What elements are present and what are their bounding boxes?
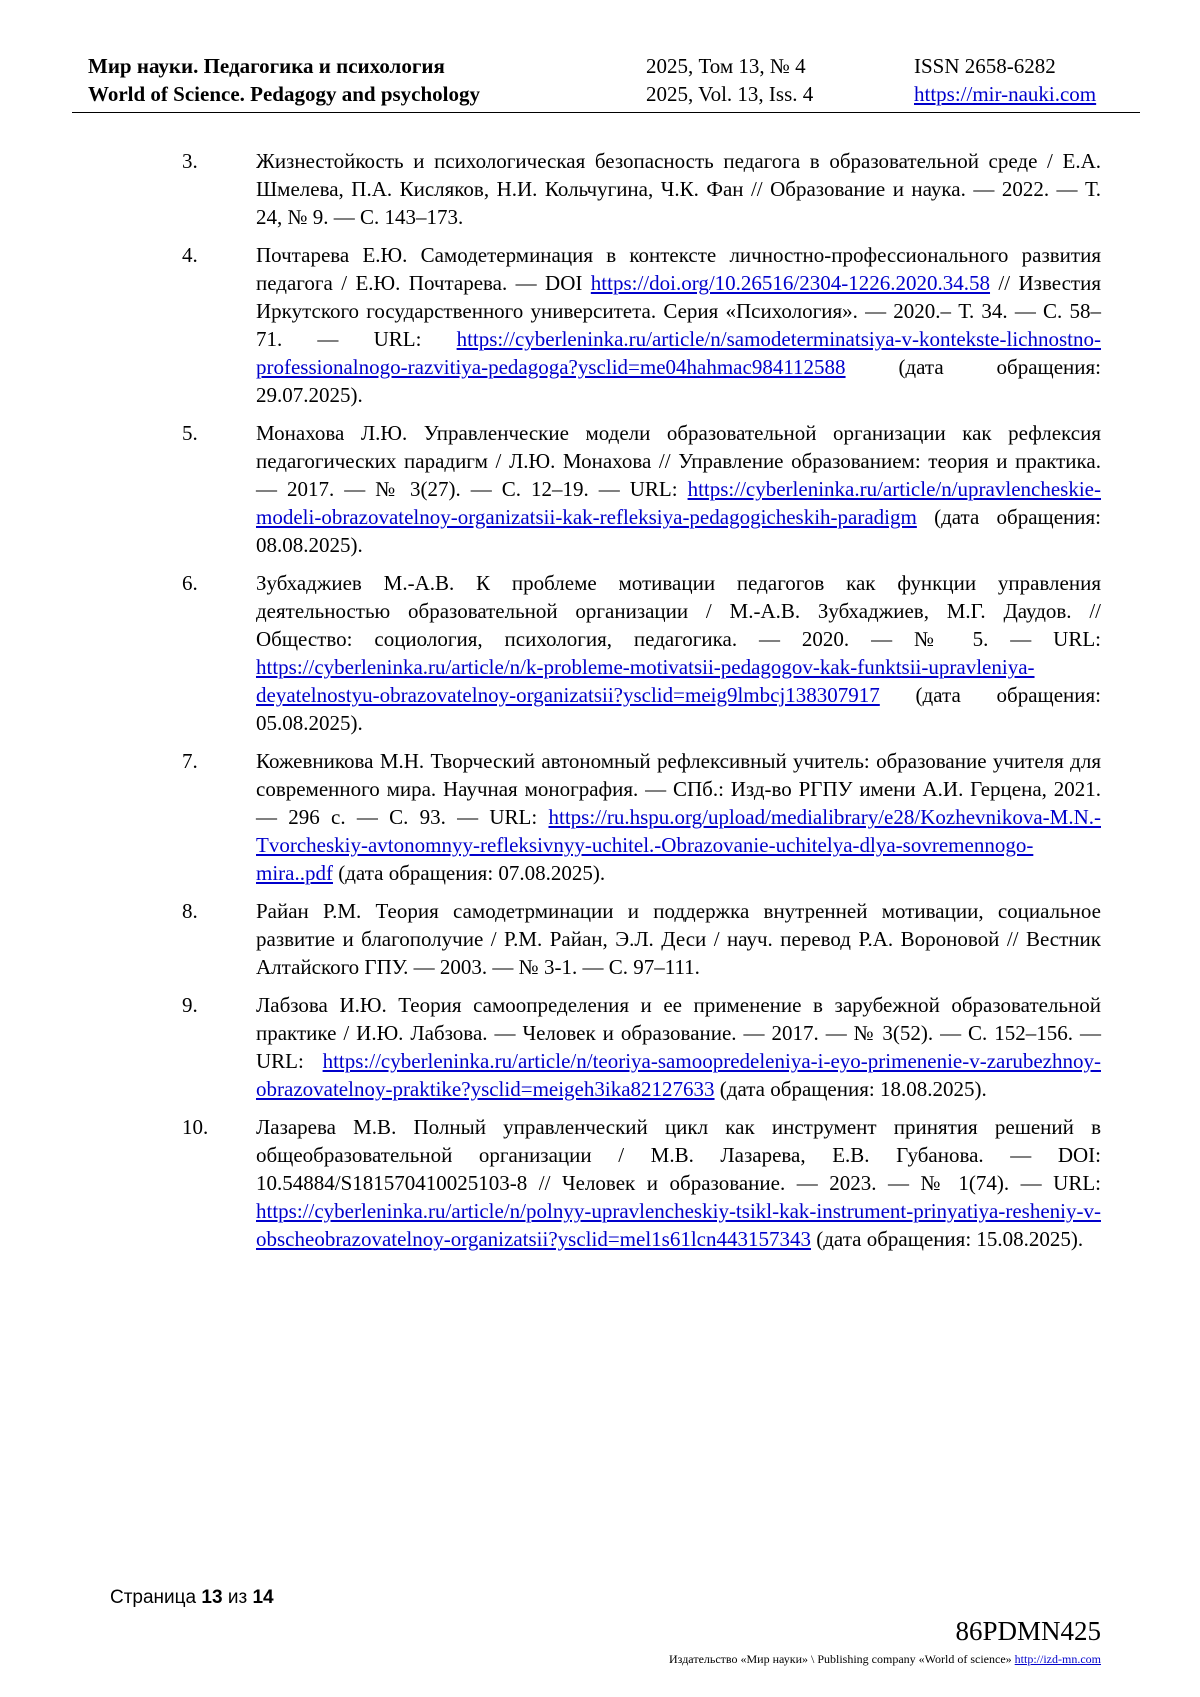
reference-link[interactable]: https://doi.org/10.26516/2304-1226.2020.34.58	[590, 271, 991, 295]
reference-text-part: (дата обращения: 07.08.2025).	[332, 861, 606, 885]
reference-text-part: Почтарева Е.Ю. Самодетерминация в контексте личностно-профессионального развития педагога / Е.Ю. Почтарева. — DOI	[256, 243, 1101, 295]
reference-text-part: Лазарева М.В. Полный управленческий цикл как инструмент принятия решений в общеобразовательной организации / М.В. Лазарева, Е.В. Губанова. — DOI: 10.54884/S181570410025103-8 // Человек и образование. — 2023. — № 1(74). — URL:	[256, 1115, 1101, 1195]
reference-text	[256, 419, 1101, 559]
page-of: из	[227, 1587, 248, 1608]
reference-number: 8.	[182, 899, 198, 923]
reference-text-part: (дата обращения: 18.08.2025).	[714, 1077, 987, 1101]
journal-identifiers	[914, 52, 1096, 108]
reference-item	[0, 419, 1200, 559]
page-total: 14	[252, 1587, 274, 1608]
reference-list	[0, 147, 1200, 1263]
reference-text-part: Монахова Л.Ю. Управленческие модели образовательной организации как рефлексия педагогических парадигм / Л.Ю. Монахова // Управление образованием: теория и практика. — 2017. — № 3(27). — С. 12–19. — URL:	[256, 421, 1101, 501]
journal-title-en: World of Science. Pedagogy and psychology	[88, 82, 481, 106]
reference-text-part: Кожевникова М.Н. Творческий автономный рефлексивный учитель: образование учителя для современного мира. Научная монография. — СПб.: Изд-во РГПУ имени А.И. Герцена, 2021. — 296 с. — С. 93. — URL:	[256, 749, 1101, 829]
reference-text	[256, 991, 1101, 1103]
publisher-link[interactable]: http://izd-mn.com	[1014, 1652, 1101, 1666]
reference-text-part: Жизнестойкость и психологическая безопасность педагога в образовательной среде / Е.А. Шмелева, П.А. Кисляков, Н.И. Кольчугина, Ч.К. Фан // Образование и наука. — 2022. — Т. 24, № 9. — С. 143–173.	[256, 149, 1101, 229]
reference-link[interactable]: https://cyberleninka.ru/article/n/k-probleme-motivatsii-pedagogov-kak-funktsii-upravleniya-deyatelnostyu-obrazovatelnoy-organizatsii?ysclid=meig9lmbcj138307917	[256, 655, 1035, 707]
issn: ISSN 2658-6282	[914, 54, 1056, 78]
reference-text	[256, 241, 1101, 409]
reference-number: 4.	[182, 243, 198, 267]
reference-number: 3.	[182, 149, 198, 173]
reference-text	[256, 1113, 1101, 1253]
reference-link[interactable]: https://cyberleninka.ru/article/n/upravlencheskie-modeli-obrazovatelnoy-organizatsii-kak-refleksiya-pedagogicheskih-paradigm	[256, 477, 1101, 529]
reference-item	[0, 991, 1200, 1103]
journal-site-link[interactable]: https://mir-nauki.com	[914, 82, 1097, 106]
reference-item	[0, 241, 1200, 409]
reference-link[interactable]: https://ru.hspu.org/upload/medialibrary/e28/Kozhevnikova-M.N.-Tvorcheskiy-avtonomnyy-refleksivnyy-uchitel.-Obrazovanie-uchitelya-dlya-sovremennogo-mira..pdf	[256, 805, 1101, 885]
reference-text-part: Лабзова И.Ю. Теория самоопределения и ее применение в зарубежной образовательной практике / И.Ю. Лабзова. — Человек и образование. — 2017. — № 3(52). — С. 152–156. — URL:	[256, 993, 1101, 1073]
publisher-text: Издательство «Мир науки» \ Publishing company «World of science»	[669, 1652, 1012, 1666]
journal-title-ru: Мир науки. Педагогика и психология	[88, 54, 445, 78]
reference-text-part: Зубхаджиев М.-А.В. К проблеме мотивации педагогов как функции управления деятельностью образовательной организации / М.-А.В. Зубхаджиев, М.Г. Даудов. // Общество: социология, психология, педагогика. — 2020. — № 5. — URL:	[256, 571, 1101, 651]
reference-text-part: (дата обращения: 05.08.2025).	[256, 683, 1101, 735]
reference-link[interactable]: https://cyberleninka.ru/article/n/polnyy-upravlencheskiy-tsikl-kak-instrument-prinyatiya-resheniy-v-obscheobrazovatelnoy-organizatsii?ysclid=mel1s61lcn443157343	[256, 1199, 1101, 1251]
page-current: 13	[201, 1587, 223, 1608]
reference-text-part: (дата обращения: 08.08.2025).	[256, 505, 1101, 557]
reference-text-part: Райан Р.М. Теория самодетрминации и поддержка внутренней мотивации, социальное развитие и благополучие / Р.М. Райан, Э.Л. Деси / науч. перевод Р.А. Вороновой // Вестник Алтайского ГПУ. — 2003. — № 3-1. — С. 97–111.	[256, 899, 1101, 979]
reference-link[interactable]: https://cyberleninka.ru/article/n/teoriya-samoopredeleniya-i-eyo-primenenie-v-zarubezhnoy-obrazovatelnoy-praktike?ysclid=meigeh3ika82127633	[256, 1049, 1101, 1101]
reference-text-part: // Известия Иркутского государственного университета. Серия «Психология». — 2020.– Т. 34. — С. 58–71. — URL:	[256, 271, 1101, 351]
page-label: Страница	[110, 1587, 197, 1608]
reference-item	[0, 897, 1200, 981]
reference-text	[256, 897, 1101, 981]
reference-item	[0, 747, 1200, 887]
reference-text	[256, 747, 1101, 887]
reference-text-part: (дата обращения: 29.07.2025).	[256, 355, 1101, 407]
reference-number: 10.	[182, 1115, 209, 1139]
page-number	[110, 1587, 274, 1609]
reference-link[interactable]: https://cyberleninka.ru/article/n/samodeterminatsiya-v-kontekste-lichnostno-professionalnogo-razvitiya-pedagoga?ysclid=me04hahmac984112588	[256, 327, 1101, 379]
reference-number: 6.	[182, 571, 198, 595]
reference-text	[256, 147, 1101, 231]
reference-item	[0, 569, 1200, 737]
reference-text	[256, 569, 1101, 737]
journal-title	[88, 52, 480, 108]
issue-info	[646, 52, 813, 108]
page-header	[72, 52, 1140, 113]
issue-ru: 2025, Том 13, № 4	[646, 54, 806, 78]
reference-number: 9.	[182, 993, 198, 1017]
reference-item	[0, 147, 1200, 231]
reference-number: 7.	[182, 749, 198, 773]
reference-number: 5.	[182, 421, 198, 445]
issue-en: 2025, Vol. 13, Iss. 4	[646, 82, 814, 106]
publisher-line	[669, 1652, 1101, 1667]
article-code: 86PDMN425	[955, 1616, 1101, 1646]
reference-text-part: (дата обращения: 15.08.2025).	[810, 1227, 1084, 1251]
reference-item	[0, 1113, 1200, 1253]
